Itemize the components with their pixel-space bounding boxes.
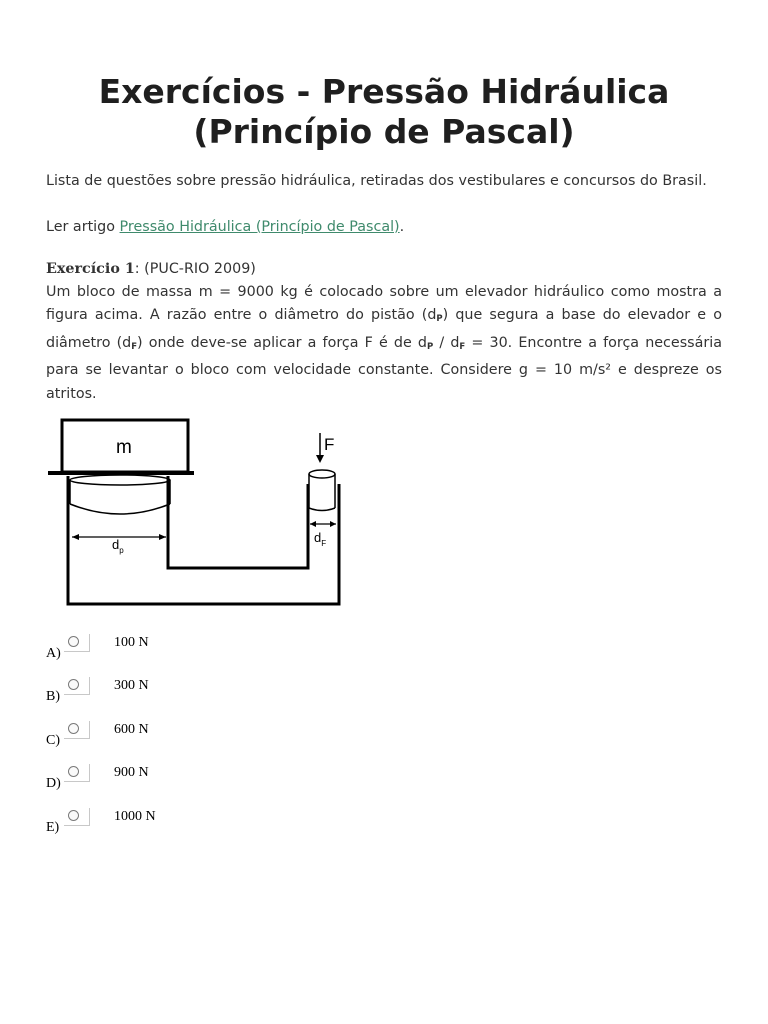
read-article-suffix: . [399,219,405,235]
large-piston-bottom [70,504,170,514]
option-c[interactable] [46,721,306,751]
radio-button[interactable] [68,723,79,734]
option-letter: E) [46,820,60,835]
option-e[interactable] [46,808,306,838]
option-b[interactable] [46,677,306,707]
option-letter: B) [46,689,60,704]
option-value: 300 N [114,678,149,693]
radio-button[interactable] [68,810,79,821]
subscript-f: F [131,341,138,352]
exercise-text-3: ) onde deve-se aplicar a força F é de d [137,334,428,351]
intro-text: Lista de questões sobre pressão hidráulica, retiradas dos vestibulares e concursos do Brasil. [46,173,707,189]
page-title-line-1: Exercícios - Pressão Hidráulica [98,72,670,111]
exercise-heading [46,258,256,281]
radio-frame[interactable] [64,808,90,826]
radio-frame[interactable] [64,634,90,652]
radio-frame[interactable] [64,721,90,739]
exercise-statement [46,281,722,406]
hydraulic-container [68,476,339,604]
hydraulic-press-figure [46,418,346,610]
option-letter: A) [46,646,61,661]
option-letter: D) [46,776,61,791]
radio-button[interactable] [68,679,79,690]
subscript-f-ratio: F [459,341,466,352]
option-value: 600 N [114,722,149,737]
page-title [0,72,768,152]
option-value: 1000 N [114,809,156,824]
exercise-text-2: ) que segura a base do elevador e o diâmetro (d [46,307,722,351]
large-piston-top [70,475,170,485]
exercise-text-4: / d [433,334,460,351]
subscript-p-ratio: P [427,341,434,352]
page-title-line-2: (Princípio de Pascal) [193,112,575,151]
option-d[interactable] [46,764,306,794]
force-label: F [324,435,335,454]
radio-frame[interactable] [64,677,90,695]
df-label: $d_F$ [314,530,327,548]
exercise-text-5: = 30. Encontre a força necessária para se levantar o bloco com velocidade constante. Considere g = 10 m/s² e despreze os atritos. [46,334,722,402]
article-link[interactable]: Pressão Hidráulica (Princípio de Pascal) [119,219,400,235]
read-article-prefix: Ler artigo [46,219,120,235]
radio-button[interactable] [68,766,79,777]
radio-frame[interactable] [64,764,90,782]
exercise-source: : (PUC-RIO 2009) [134,261,256,277]
option-value: 100 N [114,635,149,650]
small-piston-top [309,470,335,478]
option-value: 900 N [114,765,149,780]
option-a[interactable] [46,634,306,664]
mass-label: m [116,437,132,458]
subscript-p: P [436,314,443,325]
exercise-text-1: Um bloco de massa m = 9000 kg é colocado sobre um elevador hidráulico como mostra a figura acima. A razão entre o diâmetro do pistão (d [46,284,722,324]
read-article-line [46,216,404,239]
exercise-label: Exercício 1 [46,261,135,277]
radio-button[interactable] [68,636,79,647]
dp-label: $d_p$ [112,537,124,555]
option-letter: C) [46,733,60,748]
